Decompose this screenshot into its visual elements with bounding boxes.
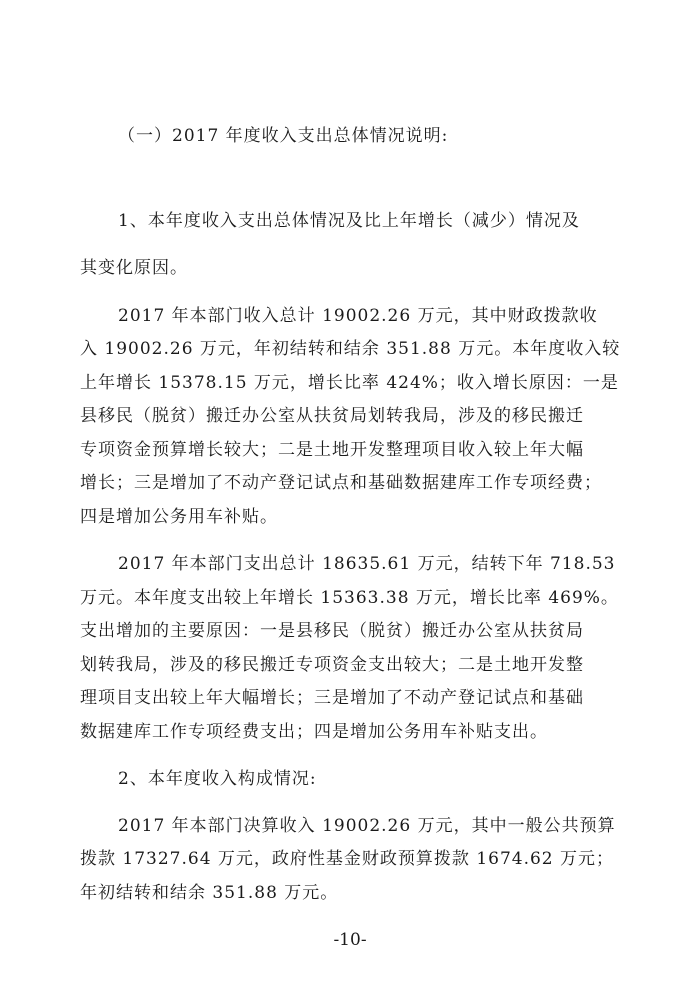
paragraph-line: 四是增加公务用车补贴。 (80, 507, 278, 527)
paragraph-line: 数据建库工作专项经费支出；四是增加公务用车补贴支出。 (80, 722, 548, 742)
paragraph-line: 万元。本年度支出较上年增长 15363.38 万元，增长比率 469%。 (80, 588, 619, 608)
paragraph-line: 拨款 17327.64 万元，政府性基金财政预算拨款 1674.62 万元； (80, 849, 615, 869)
paragraph-line: 理项目支出较上年大幅增长；三是增加了不动产登记试点和基础 (80, 688, 584, 708)
item1-heading-line-1: 1、本年度收入支出总体情况及比上年增长（减少）情况及 (118, 211, 580, 231)
paragraph-line: 2017 年本部门决算收入 19002.26 万元，其中一般公共预算 (118, 816, 616, 836)
paragraph-line: 年初结转和结余 351.88 万元。 (80, 883, 339, 903)
paragraph-line: 划转我局，涉及的移民搬迁专项资金支出较大；二是土地开发整 (80, 655, 584, 675)
paragraph-line: 支出增加的主要原因：一是县移民（脱贫）搬迁办公室从扶贫局 (80, 621, 584, 641)
paragraph-line: 上年增长 15378.15 万元，增长比率 424%；收入增长原因：一是 (80, 373, 619, 393)
paragraph-line: 专项资金预算增长较大；二是土地开发整理项目收入较上年大幅 (80, 440, 584, 460)
paragraph-line: 县移民（脱贫）搬迁办公室从扶贫局划转我局，涉及的移民搬迁 (80, 406, 584, 426)
paragraph-line: 入 19002.26 万元，年初结转和结余 351.88 万元。本年度收入较 (80, 339, 621, 359)
paragraph-line: 2017 年本部门支出总计 18635.61 万元，结转下年 718.53 (118, 554, 616, 574)
paragraph-line: 增长；三是增加了不动产登记试点和基础数据建库工作专项经费； (80, 473, 602, 493)
paragraph-line: 2017 年本部门收入总计 19002.26 万元，其中财政拨款收 (118, 306, 598, 326)
page-number: -10- (333, 930, 367, 950)
item1-heading-line-2: 其变化原因。 (80, 258, 188, 278)
section-heading: （一）2017 年度收入支出总体情况说明: (118, 126, 449, 146)
item2-heading: 2、本年度收入构成情况: (118, 769, 317, 789)
